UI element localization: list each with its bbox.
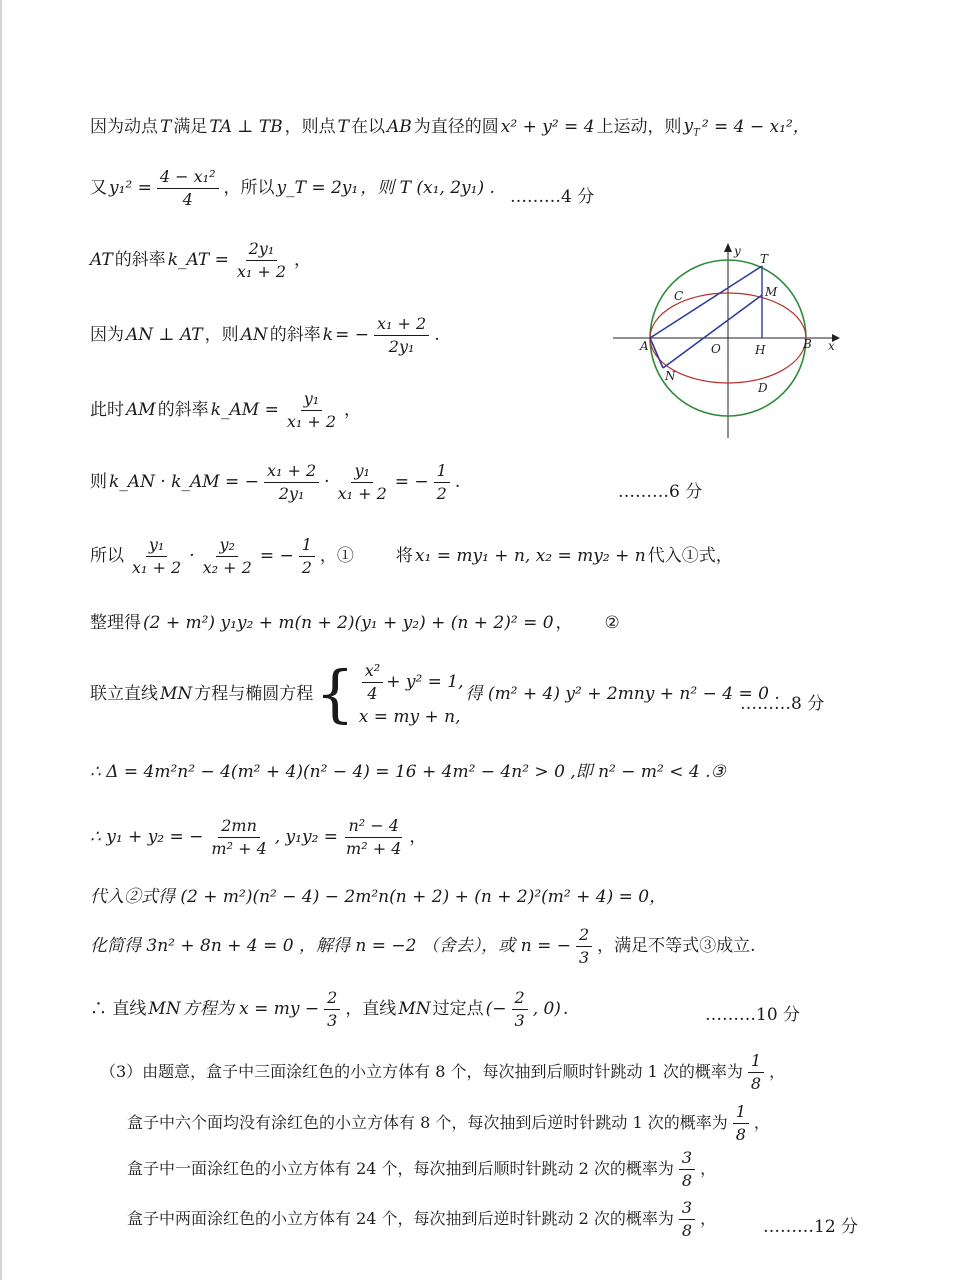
- math: MN: [398, 998, 431, 1019]
- text: 过定点: [432, 998, 484, 1019]
- fraction: $\frac{3}{8}$: [679, 1199, 695, 1239]
- text: 盒子中一面涂红色的小立方体有 24 个，每次抽到后顺时针跳动 2 次的概率为: [127, 1159, 674, 1179]
- brace: {: [315, 657, 355, 731]
- score-10: ………10 分: [705, 1005, 801, 1025]
- math: $y_T$: [683, 116, 700, 139]
- text: 盒子中两面涂红色的小立方体有 24 个，每次抽到后逆时针跳动 2 次的概率为: [127, 1209, 674, 1229]
- text: ，所以: [223, 177, 275, 198]
- line-15: [100, 1052, 785, 1092]
- math: MN: [160, 684, 193, 705]
- math: AN ⊥ AT: [126, 324, 203, 345]
- text: 整理得: [90, 613, 141, 633]
- text: 所以: [90, 545, 124, 566]
- label-T: T: [760, 252, 769, 266]
- math: AN: [240, 324, 268, 345]
- line-5: [90, 390, 361, 430]
- fraction: $\frac{1}{2}$: [299, 536, 315, 576]
- math: = −: [394, 471, 429, 492]
- text: ，: [700, 1159, 717, 1179]
- math: = −: [259, 545, 294, 566]
- geometry-figure: [610, 240, 845, 440]
- text: 上运动，则: [596, 117, 682, 138]
- line-AT: [650, 266, 762, 338]
- math: (−: [485, 998, 507, 1019]
- text: ，: [409, 826, 427, 847]
- label-A: A: [640, 339, 649, 353]
- math: 代入②式得 (2 + m²)(n² − 4) − 2m²n(n + 2) + (n + 2)²(m² + 4) = 0，: [90, 887, 667, 907]
- math: AM: [126, 399, 156, 420]
- score-6: ………6 分: [618, 482, 703, 502]
- text: 在以: [351, 117, 385, 138]
- text: 此时: [90, 399, 124, 420]
- score-4: ………4 分: [510, 187, 595, 207]
- math: ² = 4 − x₁²，: [701, 117, 810, 138]
- fraction: $\frac{\text{y₁}}{\text{x₁ + 2}}$: [132, 535, 182, 577]
- line-NM: [663, 295, 762, 368]
- line-6: [90, 462, 460, 502]
- label-B: B: [803, 337, 812, 351]
- line-8: [90, 614, 620, 633]
- text: ，: [769, 1062, 786, 1082]
- fraction: $\frac{2}{3}$: [512, 989, 528, 1029]
- text: 代入①式，: [647, 545, 733, 566]
- math: (2 + m²) y₁y₂ + m(n + 2)(y₁ + y₂) + (n + 2)² = 0: [143, 613, 554, 633]
- line-3: [90, 240, 311, 280]
- label-C: C: [674, 289, 684, 303]
- text: .: [454, 471, 461, 492]
- fraction: $\frac{\text{x₁ + 2}}{\text{2y₁}}$: [264, 462, 319, 502]
- line-2: [90, 168, 495, 208]
- math: ∴ Δ = 4m²n² − 4(m² + 4)(n² − 4) = 16 + 4m² − 4n² > 0 ,即 n² − m² < 4 .③: [90, 762, 726, 782]
- text: 方程与椭圆方程: [194, 684, 314, 705]
- math: k_AM =: [210, 399, 279, 420]
- text: ，: [344, 399, 362, 420]
- text: 的斜率: [269, 324, 321, 345]
- score-8: ………8 分: [740, 694, 825, 714]
- line-9: [90, 657, 780, 731]
- text: 盒子中六个面均没有涂红色的小立方体有 8 个，每次抽到后逆时针跳动 1 次的概率为: [127, 1113, 728, 1133]
- label-x: x: [828, 339, 835, 353]
- math: ·: [324, 471, 330, 492]
- math: T: [337, 117, 349, 138]
- math: = −: [335, 324, 370, 345]
- line-12: [90, 888, 666, 907]
- fraction: $\frac{\text{2y₁}}{\text{x₁ + 2}}$: [236, 239, 287, 281]
- line-1: [90, 117, 810, 138]
- line-16: [127, 1103, 770, 1143]
- text: ，满足不等式③成立.: [597, 935, 756, 956]
- line-17: [127, 1149, 716, 1189]
- fraction: $\frac{2}{3}$: [324, 989, 340, 1029]
- text: ，: [555, 613, 573, 633]
- math: AT: [90, 249, 113, 270]
- math: y_T = 2y₁: [276, 177, 359, 198]
- text: 将: [395, 545, 413, 566]
- y-axis-arrow: [724, 243, 732, 252]
- label-y: y: [734, 244, 741, 258]
- math: MN: [148, 998, 181, 1019]
- text: .: [562, 998, 569, 1019]
- text: （3）由题意，盒子中三面涂红色的小立方体有 8 个，每次抽到后顺时针跳动 1 次的概率为: [100, 1062, 743, 1082]
- fraction: $\frac{\text{x₁ + 2}}{\text{2y₁}}$: [374, 315, 429, 355]
- text: 的斜率: [157, 399, 209, 420]
- score-12: ………12 分: [763, 1217, 859, 1237]
- math: , y₁y₂ =: [274, 826, 339, 847]
- math: y₁² =: [109, 177, 152, 198]
- text: 联立直线: [90, 684, 158, 705]
- text: 为直径的圆: [413, 117, 499, 138]
- line-14: [90, 989, 568, 1029]
- math: k: [322, 324, 334, 345]
- line-11: [90, 817, 426, 857]
- text: 的斜率: [114, 249, 166, 270]
- math: , 0): [532, 998, 561, 1019]
- math: k_AT =: [167, 249, 229, 270]
- text: ，则点: [284, 117, 336, 138]
- math: AB: [387, 117, 412, 138]
- fraction: $\frac{2}{3}$: [576, 926, 592, 966]
- text: 因为: [90, 324, 124, 345]
- math: x₁ = my₁ + n, x₂ = my₂ + n: [414, 545, 646, 566]
- math: k_AN · k_AM = −: [109, 471, 259, 492]
- fraction: $\frac{\text{n² − 4}}{\text{m² + 4}}$: [346, 816, 402, 858]
- math: ，则 T (x₁, 2y₁) .: [360, 177, 495, 198]
- fraction: $\frac{\text{4 − x₁²}}{4}$: [157, 168, 219, 208]
- text: 满足: [173, 117, 208, 138]
- text: .: [434, 324, 440, 345]
- fraction: $\frac{2mn}{\text{m² + 4}}$: [211, 816, 267, 858]
- line-4: [90, 315, 440, 355]
- text: ，则: [204, 324, 239, 345]
- math: 得 (m² + 4) y² + 2mny + n² − 4 = 0 .: [465, 684, 780, 705]
- math: ∴ y₁ + y₂ = −: [90, 826, 204, 847]
- line-10: [90, 763, 726, 782]
- math: ·: [189, 545, 195, 566]
- math: x² + y² = 4: [500, 117, 595, 138]
- fraction: $\frac{\text{y₁}}{\text{x₁ + 2}}$: [337, 461, 387, 503]
- label-N: N: [665, 369, 676, 383]
- fraction: $\frac{1}{8}$: [733, 1103, 749, 1143]
- math: T: [160, 117, 172, 138]
- fraction: $\frac{3}{8}$: [679, 1149, 695, 1189]
- fraction: $\frac{\text{y₁}}{\text{x₁ + 2}}$: [286, 389, 337, 431]
- line-13: [90, 926, 756, 966]
- text: 又: [90, 177, 107, 198]
- fraction: $\frac{1}{2}$: [434, 462, 450, 502]
- page-edge: [0, 0, 2, 1280]
- text: ，①: [319, 545, 354, 566]
- text: ，: [294, 249, 312, 270]
- text: ∴ 直线: [90, 998, 147, 1019]
- line-7: [90, 536, 733, 576]
- line-18: [127, 1199, 716, 1239]
- text: ，直线: [345, 998, 397, 1019]
- label-H: H: [755, 343, 766, 357]
- text: ，: [753, 1113, 770, 1133]
- text: ②: [604, 613, 620, 633]
- math: 方程为 x = my −: [182, 998, 320, 1019]
- text: ，: [700, 1209, 717, 1229]
- fraction: $\frac{\text{y₂}}{\text{x₂ + 2}}$: [202, 535, 252, 577]
- label-O: O: [711, 342, 721, 356]
- text: 因为动点: [90, 117, 158, 138]
- math: 化简得 3n² + 8n + 4 = 0 ，解得 n = −2 （舍去），或 n = −: [90, 935, 571, 956]
- math: TA ⊥ TB: [209, 117, 283, 138]
- label-M: M: [765, 285, 778, 299]
- label-D: D: [758, 381, 768, 395]
- text: 则: [90, 471, 107, 492]
- equation-system: $\frac{\text{x²}}{4}$ + y² = 1, x = my + n,: [358, 661, 464, 728]
- fraction: $\frac{1}{8}$: [748, 1052, 764, 1092]
